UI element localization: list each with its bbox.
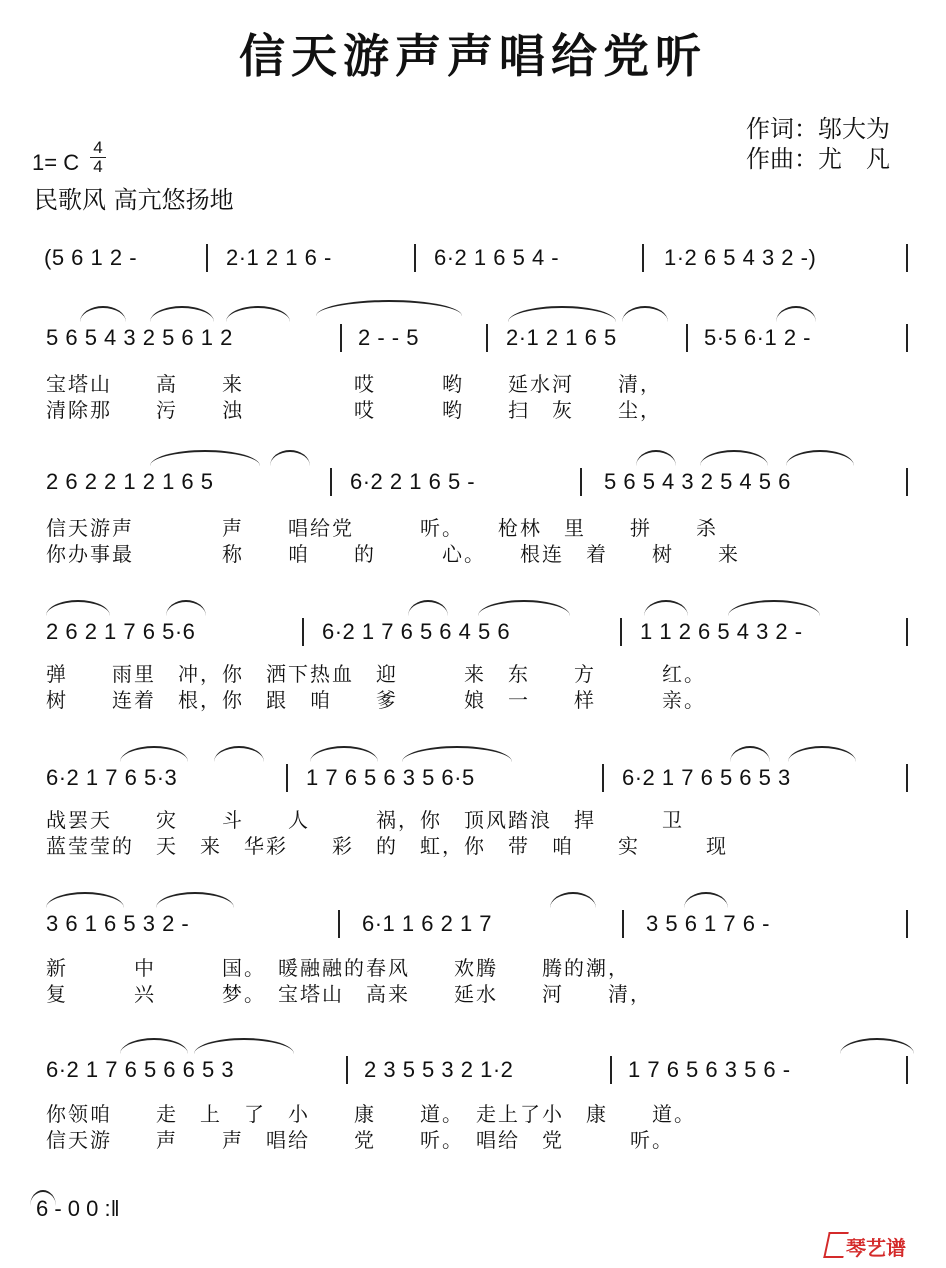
notation-row [0,320,946,360]
measure-4: 5·5 6·1 2 - [704,325,811,350]
barline [206,244,208,272]
measure-1: (5 6 1 2 - [44,245,138,270]
measure-1: 5 6 5 4 3 2 5 6 1 2 [46,325,233,350]
time-signature [88,140,108,175]
barline [580,468,582,496]
measure-3: 1 1 2 6 5 4 3 2 - [640,619,803,644]
lyric-verse-1: 弹 雨里 冲，你 洒下热血 迎 来 东 方 红。 [46,662,706,686]
measure-2: 1 7 6 5 6 3 5 6·5 [306,765,475,790]
ending-measure: 6 - 0 0 :‖ [36,1196,120,1221]
barline [486,324,488,352]
notation-row [0,760,946,800]
lyric-verse-1: 你领咱 走 上 了 小 康 道。 走上了小 康 道。 [46,1102,696,1126]
tempo-marking: 民歌风 高亢悠扬地 [34,186,234,214]
barline [622,910,624,938]
barline [340,324,342,352]
measure-1: 6·2 1 7 6 5 6 6 5 3 [46,1057,235,1082]
notation-row [0,1052,946,1092]
barline [610,1056,612,1084]
lyric-verse-2: 树 连着 根，你 跟 咱 爹 娘 一 样 亲。 [46,688,706,712]
barline [620,618,622,646]
measure-3: 1 7 6 5 6 3 5 6 - [628,1057,791,1082]
measure-1: 2 6 2 2 1 2 1 6 5 [46,469,214,494]
barline [286,764,288,792]
lyric-verse-2: 复 兴 梦。 宝塔山 高来 延水 河 清， [46,982,652,1006]
measure-3: 2·1 2 1 6 5 [506,325,617,350]
watermark: 琴艺谱 [846,1236,906,1260]
notation-row [0,464,946,504]
meter-top: 4 [93,138,103,157]
barline [338,910,340,938]
measure-2: 6·2 2 1 6 5 - [350,469,476,494]
measure-2: 2 3 5 5 3 2 1·2 [364,1057,514,1082]
barline [906,324,908,352]
lyric-verse-1: 宝塔山 高 来 哎 哟 延水河 清， [46,372,662,396]
lyric-verse-1: 战罢天 灾 斗 人 祸，你 顶风踏浪 捍 卫 [46,808,684,832]
barline [906,244,908,272]
measure-3: 3 5 6 1 7 6 - [646,911,770,936]
measure-2: 2·1 2 1 6 - [226,245,332,270]
measure-2: 2 - - 5 [358,325,419,350]
barline [906,910,908,938]
measure-2: 6·2 1 7 6 5 6 4 5 6 [322,619,511,644]
key-signature: 1= C [32,150,80,175]
measure-1: 2 6 2 1 7 6 5·6 [46,619,196,644]
measure-4: 1·2 6 5 4 3 2 -) [664,245,817,270]
barline [906,468,908,496]
notation-row [0,240,946,280]
composer: 作曲：尤 凡 [746,145,890,173]
barline [302,618,304,646]
lyric-verse-2: 蓝莹莹的 天 来 华彩 彩 的 虹，你 带 咱 实 现 [46,834,728,858]
barline [686,324,688,352]
measure-1: 6·2 1 7 6 5·3 [46,765,178,790]
barline [906,1056,908,1084]
measure-3: 5 6 5 4 3 2 5 4 5 6 [604,469,791,494]
logo-icon [823,1232,849,1258]
notation-row [0,614,946,654]
lyric-verse-2: 清除那 污 浊 哎 哟 扫 灰 尘， [46,398,662,422]
lyric-verse-2: 你办事最 称 咱 的 心。 根连 着 树 来 [46,542,740,566]
barline [330,468,332,496]
barline [906,618,908,646]
measure-3: 6·2 1 7 6 5 6 5 3 [622,765,791,790]
measure-2: 6·1 1 6 2 1 7 [362,911,493,936]
song-title: 信天游声声唱给党听 [239,29,707,83]
measure-3: 6·2 1 6 5 4 - [434,245,560,270]
barline [414,244,416,272]
barline [346,1056,348,1084]
barline [642,244,644,272]
lyric-verse-2: 信天游 声 声 唱给 党 听。 唱给 党 听。 [46,1128,674,1152]
lyricist: 作词：邬大为 [746,115,890,143]
barline [906,764,908,792]
notation-row [0,906,946,946]
credits [746,114,890,174]
lyric-verse-1: 新 中 国。 暖融融的春风 欢腾 腾的潮， [46,956,630,980]
lyric-verse-1: 信天游声 声 唱给党 听。 枪林 里 拼 杀 [46,516,718,540]
barline [602,764,604,792]
meter-bottom: 4 [93,157,103,176]
measure-1: 3 6 1 6 5 3 2 - [46,911,190,936]
slur [316,300,462,316]
